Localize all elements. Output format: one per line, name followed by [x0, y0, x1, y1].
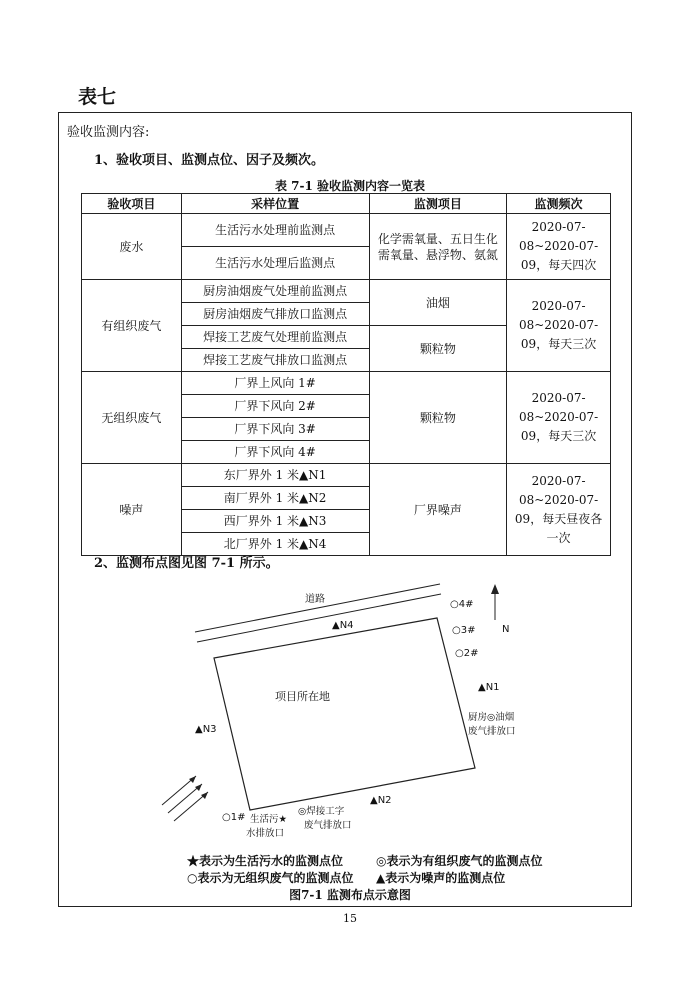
position-cell: 厂界下风向 4#	[181, 441, 369, 464]
legend-star: ★表示为生活污水的监测点位	[187, 854, 344, 868]
kitchen-outlet-label-1: 厨房◎油烟	[468, 712, 515, 723]
sewage-outlet-label-1: 生活污★	[250, 814, 288, 825]
position-cell: 南厂界外 1 米▲N2	[181, 487, 369, 510]
welding-outlet-label-1: ◎焊接工字	[298, 806, 345, 817]
header-position: 采样位置	[181, 194, 369, 214]
section-label: 验收监测内容:	[67, 125, 150, 140]
wind-arrow-head-icon	[189, 776, 196, 783]
category-cell: 无组织废气	[82, 372, 182, 464]
item-cell: 厂界噪声	[369, 464, 507, 556]
north-label: N	[502, 624, 510, 635]
position-cell: 北厂界外 1 米▲N4	[181, 533, 369, 556]
welding-outlet-label-2: 废气排放口	[304, 820, 352, 831]
monitoring-table	[81, 193, 611, 556]
table-row	[82, 464, 611, 487]
position-cell: 西厂界外 1 米▲N3	[181, 510, 369, 533]
category-cell: 噪声	[82, 464, 182, 556]
legend-triangle: ▲表示为噪声的监测点位	[376, 871, 506, 885]
noise-point-n2: ▲N2	[370, 795, 392, 806]
header-item: 监测项目	[369, 194, 507, 214]
item-cell: 油烟	[369, 280, 507, 326]
frequency-cell: 2020-07-08~2020-07-09，每天四次	[507, 214, 611, 280]
page-number: 15	[343, 912, 357, 925]
frequency-cell: 2020-07-08~2020-07-09，每天昼夜各一次	[507, 464, 611, 556]
header-frequency: 监测频次	[507, 194, 611, 214]
monitor-point-2: ○2#	[455, 648, 479, 659]
kitchen-outlet-label-2: 废气排放口	[468, 726, 516, 737]
wind-arrow-head-icon	[201, 792, 208, 799]
monitor-point-3: ○3#	[452, 625, 476, 636]
table-header-row	[82, 194, 611, 214]
category-cell: 有组织废气	[82, 280, 182, 372]
position-cell: 焊接工艺废气处理前监测点	[181, 326, 369, 349]
north-arrow-icon	[491, 584, 499, 594]
item-cell: 颗粒物	[369, 372, 507, 464]
site-label: 项目所在地	[275, 690, 330, 703]
legend-circle: ○表示为无组织废气的监测点位	[187, 871, 354, 885]
figure-caption: 图7-1 监测布点示意图	[289, 888, 411, 902]
position-cell: 焊接工艺废气排放口监测点	[181, 349, 369, 372]
item-2-heading: 2、监测布点图见图 7-1 所示。	[94, 556, 279, 571]
table-row	[82, 214, 611, 247]
frequency-cell: 2020-07-08~2020-07-09，每天三次	[507, 280, 611, 372]
wind-direction-arrows	[162, 776, 208, 821]
position-cell: 厨房油烟废气处理前监测点	[181, 280, 369, 303]
noise-point-n4: ▲N4	[332, 620, 354, 631]
noise-point-n3: ▲N3	[195, 724, 217, 735]
monitor-point-4: ○4#	[450, 599, 474, 610]
item-cell: 化学需氧量、五日生化需氧量、悬浮物、氨氮	[369, 214, 507, 280]
road-line-upper	[195, 584, 440, 632]
position-cell: 厨房油烟废气排放口监测点	[181, 303, 369, 326]
site-boundary	[214, 618, 475, 810]
position-cell: 厂界下风向 2#	[181, 395, 369, 418]
frequency-cell: 2020-07-08~2020-07-09，每天三次	[507, 372, 611, 464]
position-cell: 厂界上风向 1#	[181, 372, 369, 395]
position-cell: 厂界下风向 3#	[181, 418, 369, 441]
table-row	[82, 280, 611, 303]
header-category: 验收项目	[82, 194, 182, 214]
position-cell: 东厂界外 1 米▲N1	[181, 464, 369, 487]
monitor-point-1: ○1#	[222, 812, 246, 823]
legend-double-circle: ◎表示为有组织废气的监测点位	[376, 854, 543, 868]
road-label: 道路	[305, 594, 325, 605]
position-cell: 生活污水处理后监测点	[181, 247, 369, 280]
page-heading: 表七	[78, 86, 117, 108]
wind-arrow-head-icon	[195, 784, 202, 791]
item-1-heading: 1、验收项目、监测点位、因子及频次。	[94, 153, 325, 168]
category-cell: 废水	[82, 214, 182, 280]
sewage-outlet-label-2: 水排放口	[246, 828, 285, 839]
table-caption: 表 7-1 验收监测内容一览表	[274, 179, 426, 193]
table-row	[82, 372, 611, 395]
position-cell: 生活污水处理前监测点	[181, 214, 369, 247]
noise-point-n1: ▲N1	[478, 682, 500, 693]
item-cell: 颗粒物	[369, 326, 507, 372]
monitoring-map	[150, 580, 550, 850]
